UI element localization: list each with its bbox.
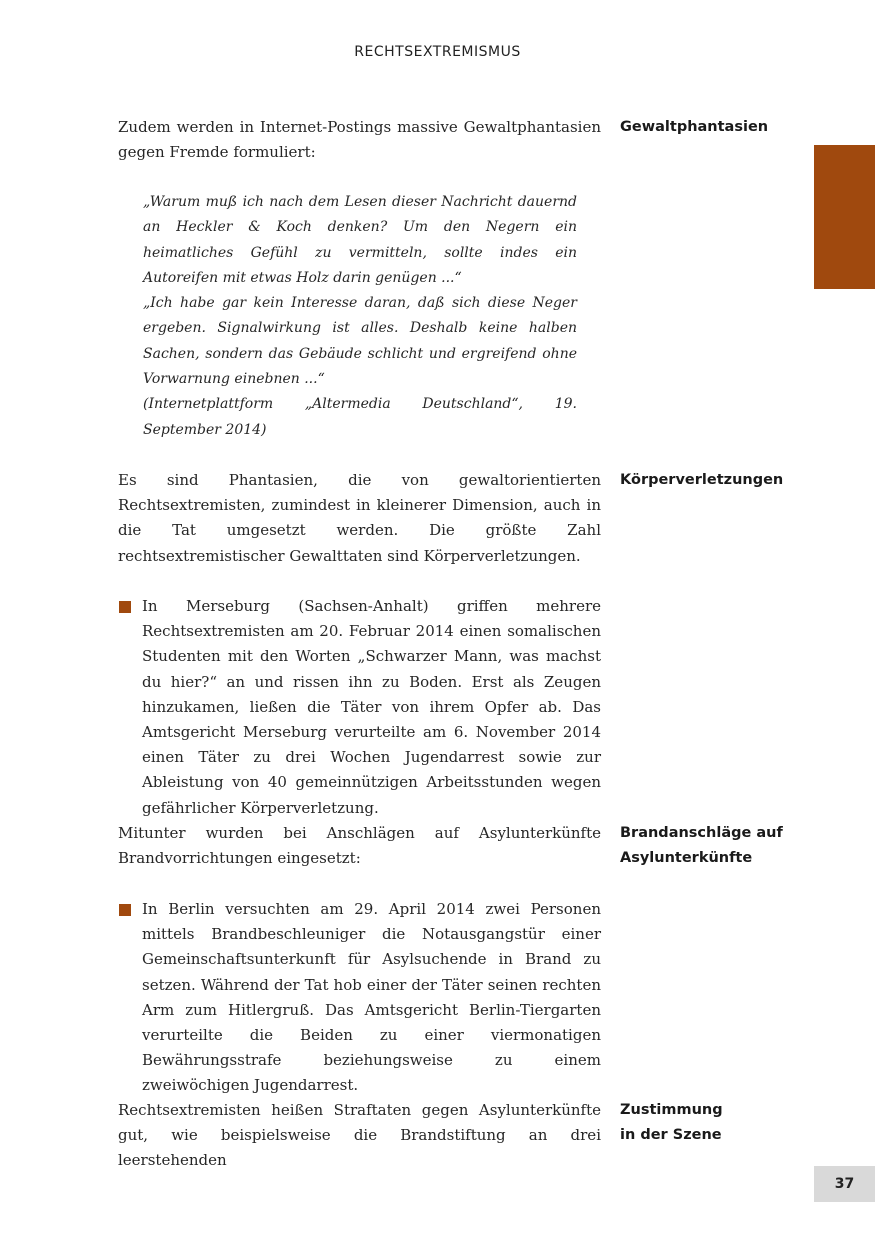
- bullet-merseburg: [118, 594, 601, 821]
- bullet-square-icon: [119, 601, 131, 613]
- chapter-tab-marker: [814, 145, 875, 289]
- sidenote-line: Asylunterkünfte: [620, 850, 753, 866]
- page-number: 37: [814, 1166, 875, 1202]
- sidenote-line: Brandanschläge auf: [620, 825, 783, 841]
- sidenote-koerperverletzungen: Körperverletzungen: [620, 472, 784, 488]
- quote-source: (Internetplattform „Altermedia Deutschland“, 19. September 2014): [143, 396, 577, 438]
- sidenote-gewaltphantasien: Gewaltphantasien: [620, 119, 769, 135]
- paragraph-brandanschlaege: Mitunter wurden bei Anschlägen auf Asylunterkünfte Brandvorrichtungen eingesetzt:: [118, 824, 601, 868]
- paragraph-intro-gewaltphantasien: Zudem werden in Internet-Postings massive Gewaltphantasien gegen Fremde formuliert:: [118, 118, 601, 162]
- bullet-text: In Berlin versuchten am 29. April 2014 zwei Personen mittels Brandbeschleuniger die Notausgangstür einer Gemeinschaftsunterkunft für Asylsuchende in Brand zu setzen. Während der Tat hob einer der Täter seinen rechten Arm zum Hitlergruß. Das Amtsgericht Berlin-Tiergarten verurteilte die Beiden zu einer viermonatigen Bewährungsstrafe beziehungsweise zu einem zweiwöchigen Jugendarrest.: [142, 900, 601, 1095]
- paragraph-zustimmung: Rechtsextremisten heißen Straftaten gegen Asylunterkünfte gut, wie beispielsweise die Brandstiftung an drei leerstehenden: [118, 1101, 601, 1170]
- bullet-berlin: [118, 897, 601, 1099]
- running-header: RECHTSEXTREMISMUS: [354, 44, 521, 60]
- sidenote-zustimmung: [620, 1098, 810, 1148]
- bullet-text: In Merseburg (Sachsen-Anhalt) griffen mehrere Rechtsextremisten am 20. Februar 2014 einen somalischen Studenten mit den Worten „Schwarzer Mann, was machst du hier?“ an und rissen ihn zu Boden. Erst als Zeugen hinzukamen, ließen die Täter von ihrem Opfer ab. Das Amtsgericht Merseburg verurteilte am 6. November 2014 einen Täter zu drei Wochen Jugendarrest sowie zur Ableistung von 40 gemeinnützigen Arbeitsstunden wegen gefährlicher Körperverletzung.: [142, 597, 601, 817]
- sidenote-line: in der Szene: [620, 1127, 722, 1143]
- bullet-square-icon: [119, 904, 131, 916]
- paragraph-koerperverletzungen: Es sind Phantasien, die von gewaltorientierten Rechtsextremisten, zumindest in kleinerer Dimension, auch in die Tat umgesetzt werden. Die größte Zahl rechtsextremistischer Gewalttaten sind Körperverletzungen.: [118, 471, 601, 565]
- sidenote-brandanschlaege: [620, 821, 810, 871]
- quote-1: „Warum muß ich nach dem Lesen dieser Nachricht dauernd an Heckler & Koch denken? Um den Negern ein heimatliches Gefühl zu vermitteln, sollte indes ein Autoreifen mit etwas Holz darin genügen ...“: [143, 194, 577, 286]
- quote-2: „Ich habe gar kein Interesse daran, daß sich diese Neger ergeben. Signalwirkung ist alles. Deshalb keine halben Sachen, sondern das Gebäude schlicht und ergreifend ohne Vorwarnung einebnen ...“: [143, 295, 577, 388]
- blockquote-internet-postings: [143, 190, 577, 443]
- sidenote-line: Zustimmung: [620, 1102, 723, 1118]
